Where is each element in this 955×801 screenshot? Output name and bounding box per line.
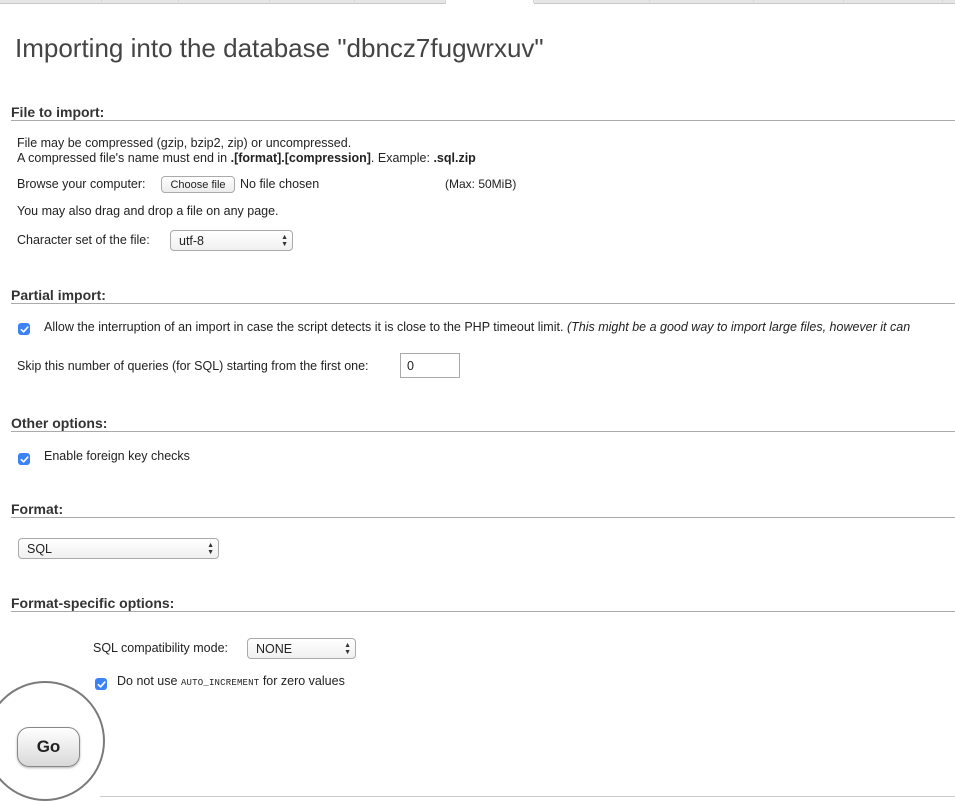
checkmark-icon bbox=[20, 455, 29, 464]
tab[interactable] bbox=[0, 0, 102, 4]
select-arrows-icon: ▲ ▼ bbox=[344, 641, 351, 656]
no-auto-inc-prefix: Do not use bbox=[117, 674, 181, 688]
format-specific-legend: Format-specific options: bbox=[11, 595, 175, 611]
partial-import-legend: Partial import: bbox=[11, 287, 106, 303]
tab-import-active[interactable] bbox=[446, 0, 534, 3]
section-divider bbox=[11, 120, 955, 121]
go-button[interactable]: Go bbox=[17, 727, 80, 767]
page-title: Importing into the database "dbncz7fugwrxuv" bbox=[15, 33, 544, 63]
section-divider bbox=[11, 431, 955, 432]
format-select[interactable] bbox=[18, 538, 219, 559]
other-options-legend: Other options: bbox=[11, 415, 108, 431]
checkmark-icon bbox=[20, 325, 29, 334]
section-divider bbox=[11, 517, 955, 518]
tab[interactable] bbox=[943, 0, 955, 4]
file-to-import-legend: File to import: bbox=[11, 104, 105, 120]
allow-interrupt-checkbox[interactable] bbox=[18, 323, 30, 335]
compression-note: File may be compressed (gzip, bzip2, zip) or uncompressed. bbox=[17, 136, 352, 150]
tab[interactable] bbox=[754, 0, 844, 4]
skip-queries-label: Skip this number of queries (for SQL) starting from the first one: bbox=[17, 359, 369, 373]
tab[interactable] bbox=[650, 0, 754, 4]
top-tab-strip bbox=[0, 0, 955, 4]
tab[interactable] bbox=[102, 0, 179, 4]
tab[interactable] bbox=[534, 0, 650, 4]
max-upload-size: (Max: 50MiB) bbox=[445, 177, 517, 191]
tab[interactable] bbox=[844, 0, 943, 4]
footer-divider bbox=[100, 796, 955, 797]
no-auto-increment-label bbox=[117, 674, 345, 688]
no-auto-increment-checkbox[interactable] bbox=[95, 678, 107, 690]
example-text-prefix: A compressed file's name must end in bbox=[17, 151, 231, 165]
compat-mode-label: SQL compatibility mode: bbox=[93, 641, 229, 655]
example-text-mid: . Example: bbox=[370, 151, 434, 165]
compat-mode-value: NONE bbox=[256, 641, 293, 656]
choose-file-button[interactable]: Choose file bbox=[161, 176, 235, 193]
format-select-value: SQL bbox=[27, 541, 53, 556]
section-divider bbox=[11, 303, 955, 304]
foreign-key-label: Enable foreign key checks bbox=[44, 449, 190, 463]
select-arrows-icon: ▲ ▼ bbox=[207, 541, 214, 556]
allow-interrupt-label bbox=[44, 320, 910, 334]
foreign-key-checkbox[interactable] bbox=[18, 453, 30, 465]
tab[interactable] bbox=[179, 0, 270, 4]
charset-select-value: utf-8 bbox=[179, 233, 205, 248]
allow-interrupt-text: Allow the interruption of an import in case the script detects it is close to the PHP timeout limit. bbox=[44, 320, 564, 334]
select-arrows-icon: ▲ ▼ bbox=[281, 233, 288, 248]
tab[interactable] bbox=[270, 0, 355, 4]
format-legend: Format: bbox=[11, 501, 64, 517]
tab[interactable] bbox=[355, 0, 446, 4]
compression-example bbox=[17, 151, 476, 165]
drag-drop-note: You may also drag and drop a file on any page. bbox=[17, 204, 279, 218]
format-pattern: .[format].[compression] bbox=[230, 151, 371, 165]
example-filename: .sql.zip bbox=[433, 151, 476, 165]
checkmark-icon bbox=[97, 680, 106, 689]
no-auto-inc-suffix: for zero values bbox=[259, 674, 345, 688]
browse-label: Browse your computer: bbox=[17, 177, 146, 191]
charset-label: Character set of the file: bbox=[17, 233, 150, 247]
allow-interrupt-note: (This might be a good way to import large files, however it can bbox=[566, 320, 911, 334]
compat-mode-select[interactable] bbox=[247, 638, 356, 659]
section-divider bbox=[11, 611, 955, 612]
auto-increment-code: AUTO_INCREMENT bbox=[180, 678, 260, 688]
skip-queries-input[interactable] bbox=[400, 353, 460, 378]
charset-select[interactable] bbox=[170, 230, 293, 251]
no-file-chosen-text: No file chosen bbox=[240, 177, 320, 191]
